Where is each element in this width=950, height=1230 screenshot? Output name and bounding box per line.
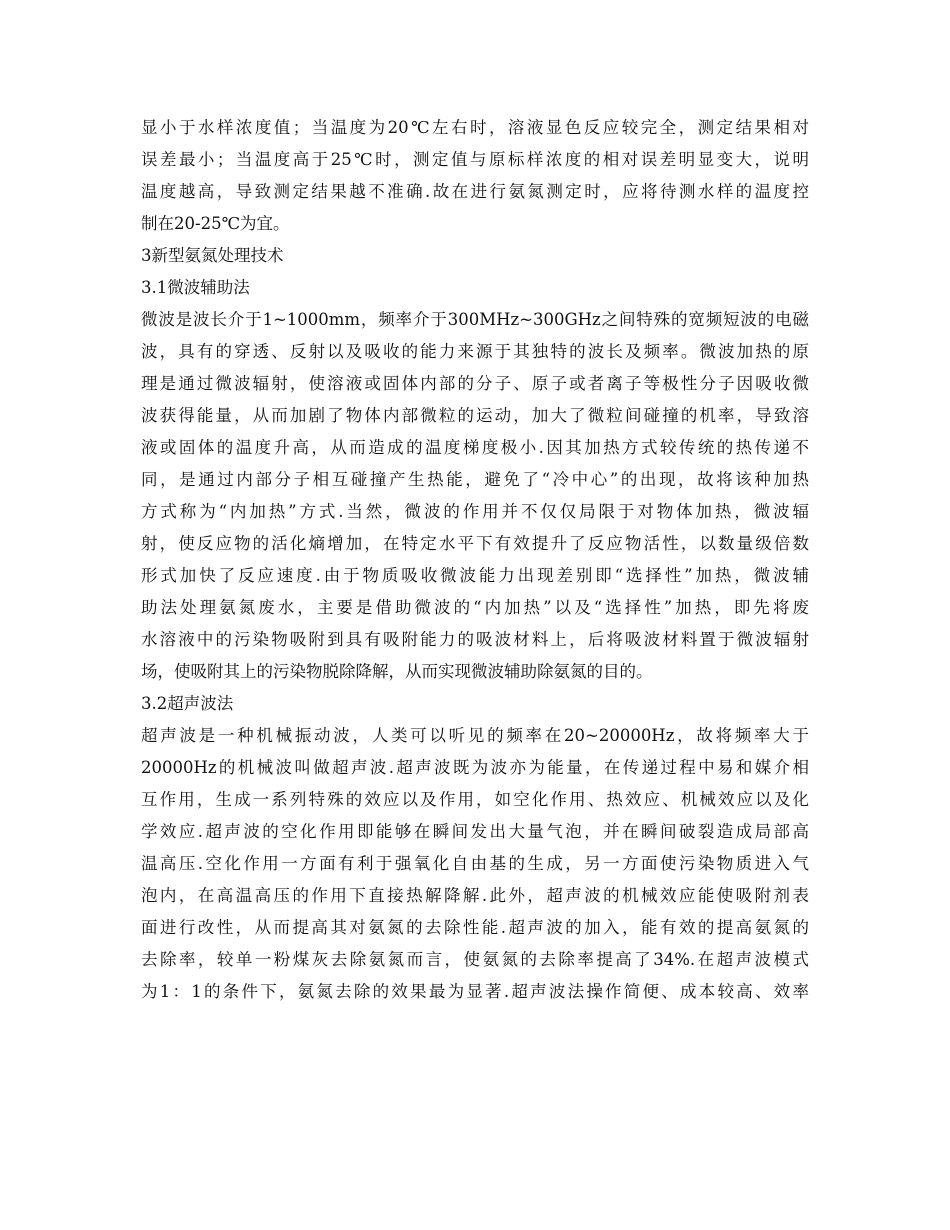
text-line: 液或固体的温度升高，从而造成的温度梯度极小.因其加热方式较传统的热传递不	[141, 438, 809, 457]
subsection-heading: 3.2超声波法	[141, 694, 234, 713]
text-line: 制在20-25℃为宜。	[141, 214, 290, 233]
text-line: 同，是通过内部分子相互碰撞产生热能，避免了“冷中心”的出现，故将该种加热	[141, 470, 809, 489]
text-line: 20000Hz的机械波叫做超声波.超声波既为波亦为能量，在传递过程中易和媒介相	[141, 758, 809, 777]
text-line: 面进行改性，从而提高其对氨氮的去除性能.超声波的加入，能有效的提高氨氮的	[141, 918, 809, 937]
text-line: 为1：1的条件下，氨氮去除的效果最为显著.超声波法操作简便、成本较高、效率	[141, 982, 809, 1001]
text-line: 微波是波长介于1~1000mm，频率介于300MHz~300GHz之间特殊的宽频短波的电磁	[141, 310, 809, 329]
text-line: 水溶液中的污染物吸附到具有吸附能力的吸波材料上，后将吸波材料置于微波辐射	[141, 630, 809, 649]
text-line: 温度越高，导致测定结果越不准确.故在进行氨氮测定时，应将待测水样的温度控	[141, 182, 809, 201]
text-line: 形式加快了反应速度.由于物质吸收微波能力出现差别即“选择性”加热，微波辅	[141, 566, 809, 585]
paragraph-temperature-conclusion	[141, 112, 809, 240]
text-line: 误差最小；当温度高于25℃时，测定值与原标样浓度的相对误差明显变大，说明	[141, 150, 809, 169]
text-line: 超声波是一种机械振动波，人类可以听见的频率在20~20000Hz，故将频率大于	[141, 726, 809, 745]
text-line: 温高压.空化作用一方面有利于强氧化自由基的生成，另一方面使污染物质进入气	[141, 854, 809, 873]
text-line: 显小于水样浓度值；当温度为20℃左右时，溶液显色反应较完全，测定结果相对	[141, 118, 809, 137]
section-heading: 3新型氨氮处理技术	[141, 246, 284, 265]
text-line: 去除率，较单一粉煤灰去除氨氮而言，使氨氮的去除率提高了34%.在超声波模式	[141, 950, 809, 969]
text-line: 泡内，在高温高压的作用下直接热解降解.此外，超声波的机械效应能使吸附剂表	[141, 886, 809, 905]
text-line: 学效应.超声波的空化作用即能够在瞬间发出大量气泡，并在瞬间破裂造成局部高	[141, 822, 809, 841]
text-line: 方式称为“内加热”方式.当然，微波的作用并不仅仅局限于对物体加热，微波辐	[141, 502, 809, 521]
text-line: 互作用，生成一系列特殊的效应以及作用，如空化作用、热效应、机械效应以及化	[141, 790, 809, 809]
text-line: 理是通过微波辐射，使溶液或固体内部的分子、原子或者离子等极性分子因吸收微	[141, 374, 809, 393]
text-line: 波，具有的穿透、反射以及吸收的能力来源于其独特的波长及频率。微波加热的原	[141, 342, 809, 361]
paragraph-ultrasonic-method	[141, 720, 809, 1008]
subsection-heading: 3.1微波辅助法	[141, 278, 250, 297]
text-line: 波获得能量，从而加剧了物体内部微粒的运动，加大了微粒间碰撞的机率，导致溶	[141, 406, 809, 425]
text-line: 射，使反应物的活化熵增加，在特定水平下有效提升了反应物活性，以数量级倍数	[141, 534, 809, 553]
text-line: 助法处理氨氮废水，主要是借助微波的“内加热”以及“选择性”加热，即先将废	[141, 598, 809, 617]
text-line: 场，使吸附其上的污染物脱除降解，从而实现微波辅助除氨氮的目的。	[141, 662, 653, 681]
paragraph-microwave-method	[141, 304, 809, 688]
document-body	[141, 112, 809, 1008]
